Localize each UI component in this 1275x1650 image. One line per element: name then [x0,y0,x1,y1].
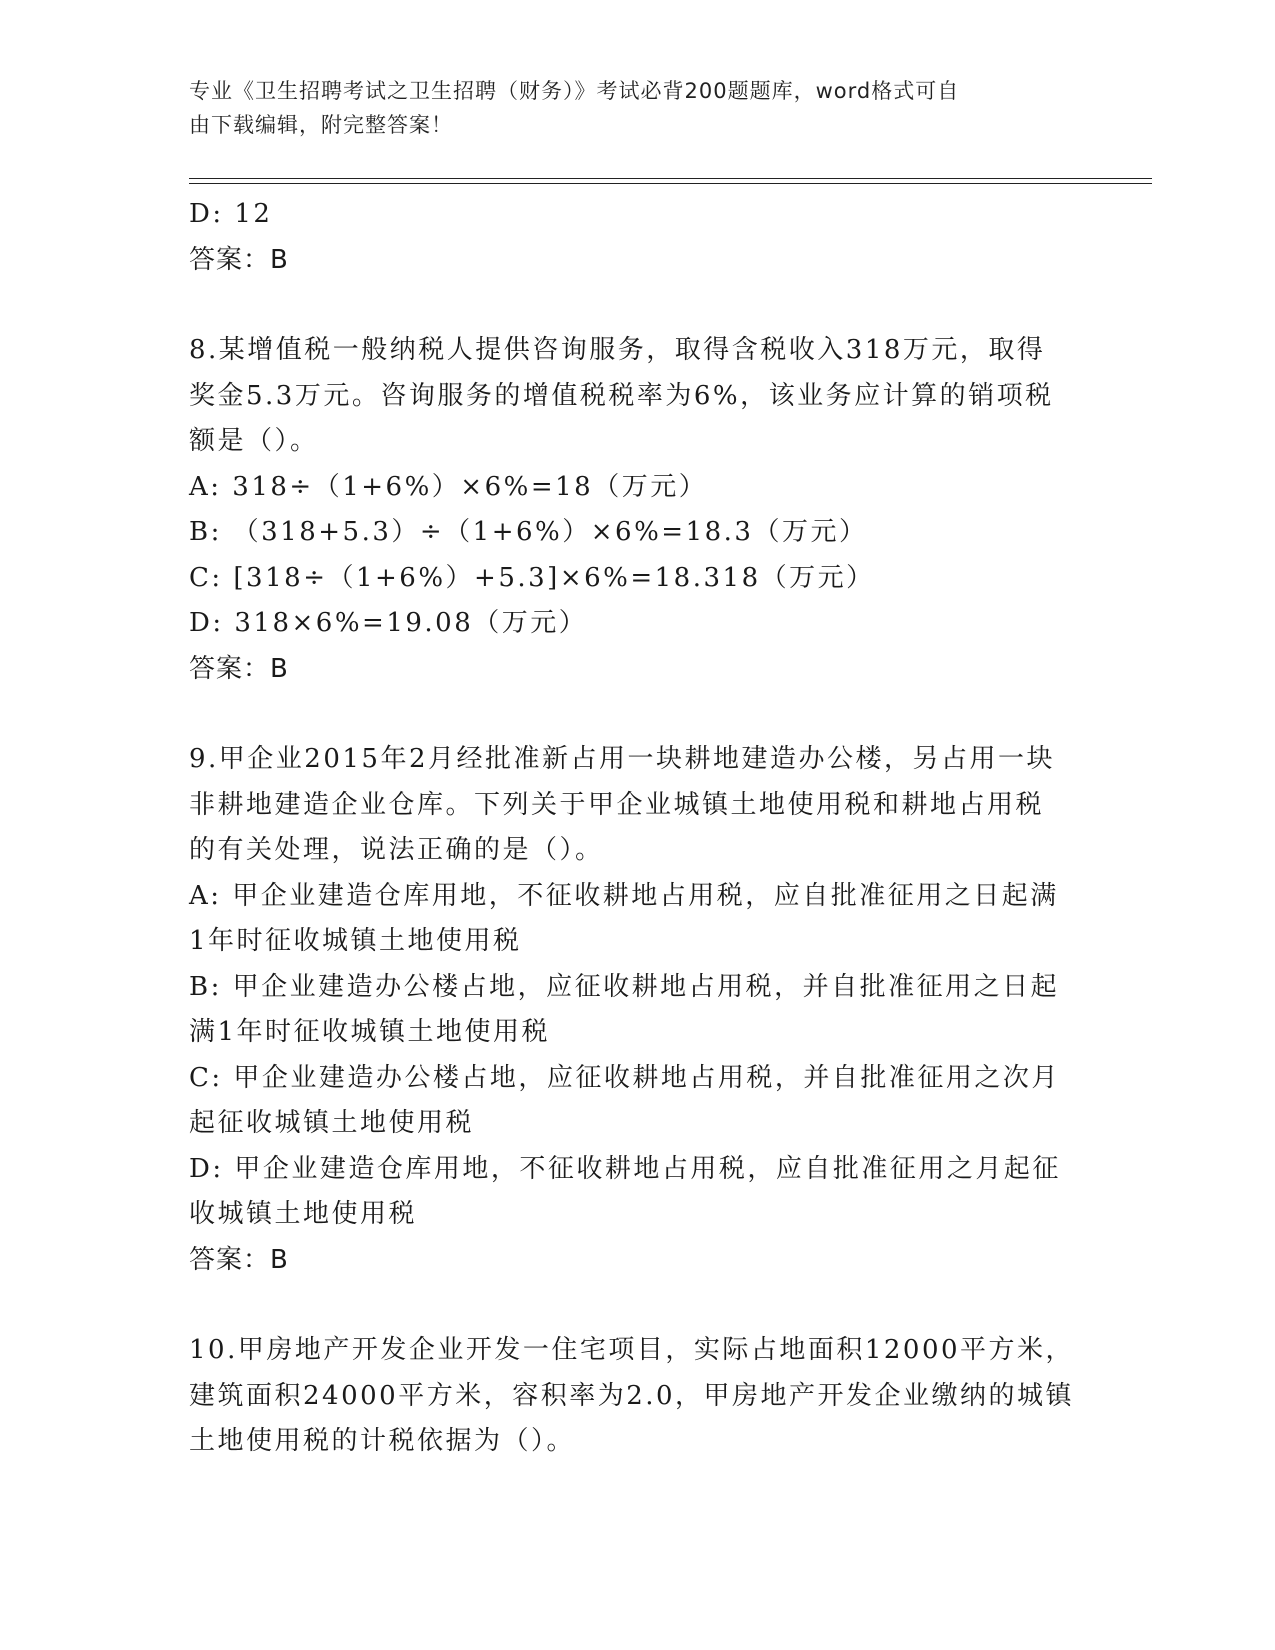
q9-option-b: 满1年时征收城镇土地使用税 [189,1017,551,1047]
header-line-2: 由下载编辑，附完整答案！ [189,113,453,137]
q9-option-c: 起征收城镇土地使用税 [189,1108,475,1138]
q9-option-a: A: 甲企业建造仓库用地，不征收耕地占用税，应自批准征用之日起满 [189,880,1059,911]
question-7 [189,192,1089,283]
q9-stem-line: 非耕地建造企业仓库。下列关于甲企业城镇土地使用税和耕地占用税 [189,789,1045,820]
q8-answer: 答案：B [189,653,289,684]
q9-stem-line: 的有关处理，说法正确的是（）。 [189,835,604,865]
q9-stem-line: 9.甲企业2015年2月经批准新占用一块耕地建造办公楼，另占用一块 [189,744,1056,774]
document-body [189,192,1089,1465]
q9-answer: 答案：B [189,1244,289,1275]
question-9 [189,737,1089,1283]
q8-option-c: C: [318÷（1+6%）+5.3]×6%=18.318（万元） [189,562,875,593]
q8-stem-line: 额是（）。 [189,426,319,456]
q10-stem-line: 建筑面积24000平方米，容积率为2.0，甲房地产开发企业缴纳的城镇 [189,1380,1075,1411]
q8-stem-line: 奖金5.3万元。咨询服务的增值税税率为6%，该业务应计算的销项税 [189,380,1054,411]
q7-option-d: D: 12 [189,199,273,229]
q9-option-d: D: 甲企业建造仓库用地，不征收耕地占用税，应自批准征用之月起征 [189,1153,1061,1184]
question-10 [189,1328,1089,1465]
q8-option-a: A: 318÷（1+6%）×6%=18（万元） [189,471,708,502]
q10-stem-line: 10.甲房地产开发企业开发一住宅项目，实际占地面积12000平方米， [189,1335,1075,1365]
question-8 [189,328,1089,692]
q9-option-b: B: 甲企业建造办公楼占地，应征收耕地占用税，并自批准征用之日起 [189,971,1060,1002]
header-rule-top [189,178,1152,179]
header-rule-bottom [189,183,1152,184]
q8-option-d: D: 318×6%=19.08（万元） [189,608,588,638]
q9-option-a: 1年时征收城镇土地使用税 [189,926,522,956]
q7-answer: 答案：B [189,244,289,275]
q8-option-b: B: （318+5.3）÷（1+6%）×6%=18.3（万元） [189,517,868,547]
q9-option-c: C: 甲企业建造办公楼占地，应征收耕地占用税，并自批准征用之次月 [189,1062,1060,1093]
page-header [189,74,1089,142]
q9-option-d: 收城镇土地使用税 [189,1199,418,1229]
q8-stem-line: 8.某增值税一般纳税人提供咨询服务，取得含税收入318万元，取得 [189,335,1046,365]
header-line-1: 专业《卫生招聘考试之卫生招聘（财务）》考试必背200题题库，word格式可自 [189,79,960,103]
q10-stem-line: 土地使用税的计税依据为（）。 [189,1426,576,1456]
